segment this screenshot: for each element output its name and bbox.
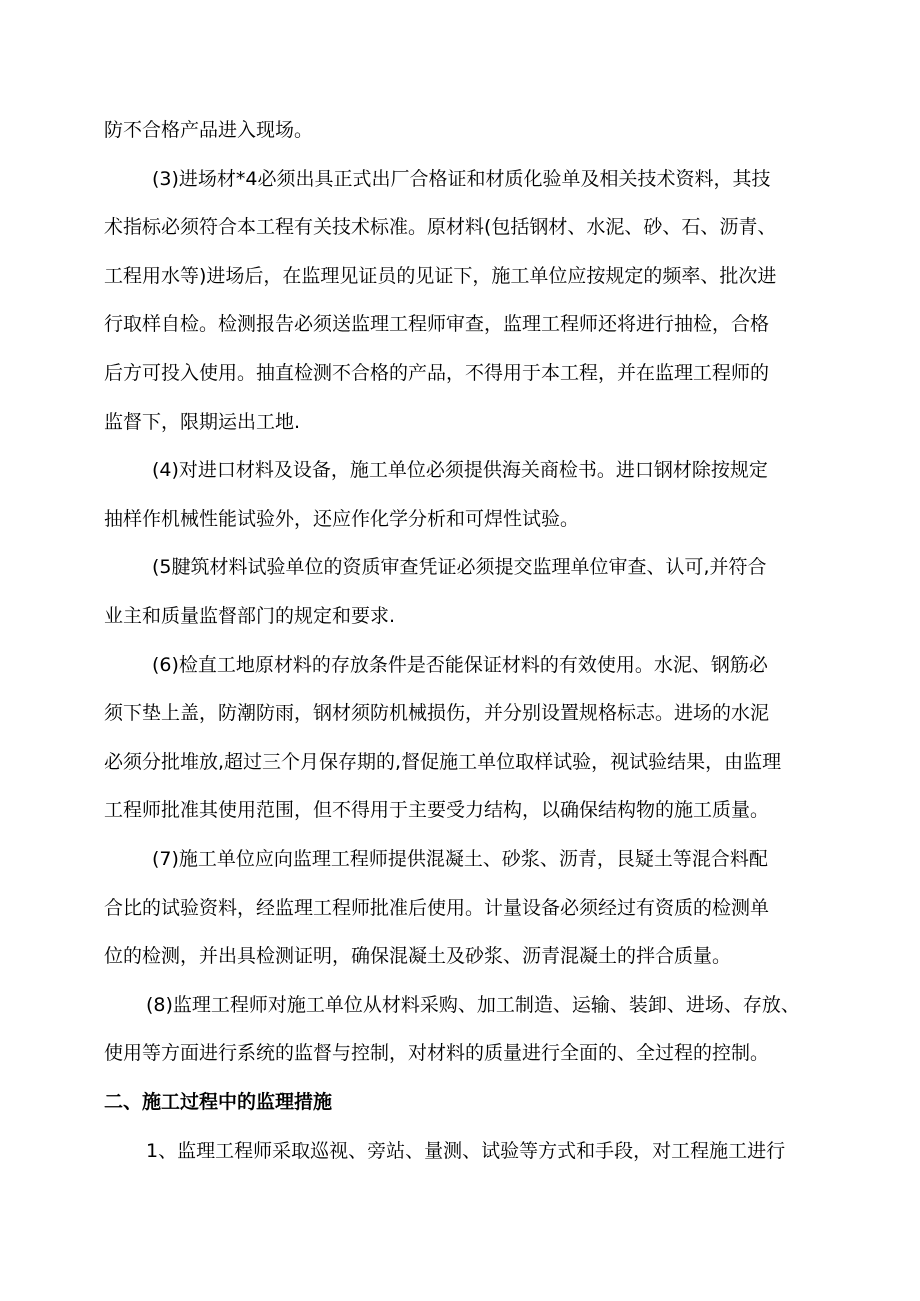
- text-line: 抽样作机械性能试验外，还应作化学分析和可焊性试验。: [104, 508, 580, 530]
- text-line: 工程师批准其使用范围，但不得用于主要受力结构，以确保结构物的施工质量。: [104, 799, 770, 821]
- text-line: 工程用水等)进场后，在监理见证员的见证下，施工单位应按规定的频率、批次进: [104, 265, 777, 287]
- section-heading: 二、施工过程中的监理措施: [104, 1091, 333, 1113]
- text-line: (5腱筑材料试验单位的资质审查凭证必须提交监理单位审查、认可,并符合: [152, 556, 767, 578]
- text-line: (3)进场材*4必须出具正式出厂合格证和材质化验单及相关技术资料，其技: [152, 168, 771, 190]
- text-line: 合比的试验资料，经监理工程师批准后使用。计量设备必须经过有资质的检测单: [104, 897, 770, 919]
- text-line: (4)对进口材料及设备，施工单位必须提供海关商检书。进口钢材除按规定: [152, 459, 768, 481]
- text-line: (7)施工单位应向监理工程师提供混凝土、砂浆、沥青，艮疑土等混合料配: [152, 848, 768, 870]
- text-line: (6)检直工地原材料的存放条件是否能保证材料的有效使用。水泥、钢筋必: [152, 654, 768, 676]
- text-line: 术指标必须符合本工程有关技术标准。原材料(包括钢材、水泥、砂、石、沥青、: [104, 216, 777, 238]
- text-line: 行取样自检。检测报告必须送监理工程师审查，监理工程师还将进行抽检，合格: [104, 313, 770, 335]
- text-line: 使用等方面进行系统的监督与控制，对材料的质量进行全面的、全过程的控制。: [104, 1042, 770, 1064]
- text-line: 防不合格产品进入现场。: [104, 119, 314, 141]
- text-line: 须下垫上盖，防潮防雨，钢材须防机械损伤，并分别设置规格标志。进场的水泥: [104, 702, 770, 724]
- text-line: 后方可投入使用。抽直检测不合格的产品，不得用于本工程，并在监理工程师的: [104, 362, 770, 384]
- text-line: 必须分批堆放,超过三个月保存期的,督促施工单位取样试验，视试验结果，由监理: [104, 751, 782, 773]
- text-line: 监督下，限期运出工地.: [104, 411, 301, 433]
- text-line: (8)监理工程师对施工单位从材料采购、加工制造、运输、装卸、进场、存放、: [146, 994, 800, 1016]
- text-line: 位的检测，并出具检测证明，确保混凝土及砂浆、沥青混凝土的拌合质量。: [104, 945, 732, 967]
- text-line: 业主和质量监督部门的规定和要求.: [104, 605, 396, 627]
- text-line: 1、监理工程师采取巡视、旁站、量测、试验等方式和手段，对工程施工进行: [146, 1140, 786, 1162]
